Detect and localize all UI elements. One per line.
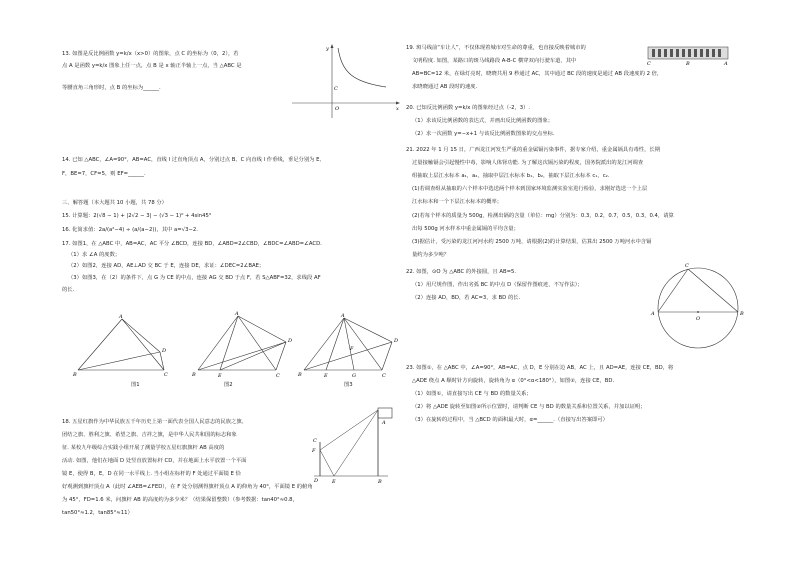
- svg-text:A: A: [651, 311, 655, 317]
- q17-line4: （3）如图3，在（2）的条件下，点 G 为 CE 的中点，连接 AG 交 BD 于点 F，若 S△ABF=32，求线段 AF: [68, 275, 321, 281]
- q17-figure-1: [72, 314, 182, 390]
- svg-text:C: C: [164, 372, 168, 378]
- svg-text:D: D: [162, 348, 167, 354]
- svg-text:D: D: [314, 478, 319, 484]
- q17-line2: （1）求 ∠A 的度数；: [68, 252, 121, 258]
- q22-circle-figure: [648, 262, 752, 352]
- q18-line7: 为 45°，FD=1.6 米，问旗杆 AB 的高度约为多少米？（结果保留整数）（参考数据：tan40°≈0.8，: [62, 497, 298, 503]
- q21-line4: (1)若调查组从抽取的六个样本中选送两个样本到国家环境监测实验室进行检验，求刚好选送一个上层: [412, 186, 648, 192]
- q21-line2: 过量接触镉会引起慢性中毒，影响人体肾功能. 为了解这次镉污染的程度，国务院派出的龙江河调查: [412, 160, 644, 166]
- q17-line3: （2）如图2，连接 AD，AE⊥AD 交 BC 于 E，连接 DE，求证：∠DEC=2∠BAE；: [68, 263, 265, 269]
- q20-line1: 20. 已知反比例函数 y=k/x 的图象经过点（-2，3）.: [406, 105, 531, 111]
- q21-line8: (3)据估计，受污染的龙江河河水约 2500 万吨，请根据(2)的计算结果，估算出 2500 万吨河水中含镉: [412, 239, 652, 245]
- q13-line1: 13. 如图是反比例函数 y=k/x（x>0）的图象，点 C 的坐标为（0，2），若: [62, 51, 239, 57]
- q23-line4: （2）将 △ADE 旋转至如图②所示位置时，请判断 CE 与 BD 的数量关系和位置关系，并加以证明；: [412, 404, 646, 410]
- fig2-caption: 图2: [224, 382, 233, 388]
- section-3-heading: 三、解答题（本大题共 10 小题，共 78 分）: [62, 200, 167, 206]
- q20-line3: （2）求一次函数 y=−x+1 与该反比例函数图象的交点坐标.: [412, 131, 555, 137]
- svg-text:O: O: [696, 316, 701, 322]
- q17-figure-2: [190, 310, 300, 390]
- q15: 15. 计算题：2(√8 − 1) + |2√2 − 3| − (√3 − 1)⁰ + 4sin45°: [62, 213, 212, 219]
- q18-line2: 团结之旗、胜利之旗、希望之旗、吉祥之旗，是中华人民共和国的标志和象: [62, 432, 237, 438]
- svg-text:C: C: [334, 86, 338, 92]
- svg-text:E: E: [218, 373, 222, 379]
- svg-text:B: B: [298, 372, 302, 378]
- q21-line1: 21. 2022 年 1 月 15 日，广西龙江河发生严重的重金属镉污染事件，据专家介绍，重金属镉具有毒性，长期: [406, 147, 660, 153]
- q19-crosswalk-figure: [646, 44, 732, 66]
- svg-text:A: A: [724, 61, 728, 66]
- q13-line3: 等腰直角三角形时，点 B 的坐标为______.: [62, 85, 161, 91]
- q19-line1: 19. 斑马线前“车让人”，不仅体现着城市对生命的尊重，也直接反映着城市的: [406, 45, 586, 51]
- svg-text:A: A: [341, 313, 345, 319]
- svg-text:O: O: [335, 106, 340, 112]
- svg-text:D: D: [288, 338, 293, 344]
- q23-line1: 23. 如图①，在 △ABC 中，∠A=90°，AB=AC，点 D，E 分别在边 AB，AC 上，且 AD=AE，连接 CE，BD，将: [406, 365, 674, 371]
- svg-text:F: F: [350, 346, 354, 352]
- svg-text:C: C: [647, 61, 651, 66]
- q23-line5: （3）在旋转的过程中，当 △BCD 的面积最大时，α=______.（直接写出答案即可）: [412, 417, 608, 423]
- svg-text:y: y: [326, 46, 329, 52]
- q23-line3: （1）如图①，请直接写出 CE 与 BD 的数量关系；: [412, 391, 532, 397]
- q17-line5: 的长.: [62, 287, 75, 293]
- q18-line3: 征. 某校九年级综合实践小组开展了测量学校五星红旗旗杆 AB 高度的: [62, 445, 225, 451]
- svg-text:A: A: [119, 314, 123, 320]
- q13-figure: [286, 42, 402, 122]
- svg-text:C: C: [382, 373, 386, 379]
- q14-line1: 14. 已知 △ABC，∠A=90°，AB=AC，直线 l 过直角顶点 A，分别过点 B、C 向直线 l 作垂线，垂足分别为 E、: [62, 157, 325, 163]
- q19-line3: AB=BC=12 米，在绿灯亮时，晓晓共用 9 秒通过 AC，其中通过 BC 段的速度是通过 AB 段速度的 2 倍，: [412, 71, 663, 77]
- q19-line2: 文明程度. 如图，某路口的斑马线路段 A-B-C 横穿双向行驶车道，其中: [412, 58, 577, 64]
- q14-line2: F，BE=7，CF=5，则 EF=______.: [62, 171, 146, 177]
- q18-line5: 镜 E，使得 B，E，D 在同一水平线上. 当小组在标杆的 F 处通过平面镜 E 恰: [62, 471, 241, 477]
- svg-text:C: C: [276, 373, 280, 379]
- svg-text:B: B: [686, 61, 690, 66]
- svg-text:E: E: [324, 373, 328, 379]
- q18-line1: 18. 五星红旗作为中华民族五千年历史上第一面代表全国人民意志的民族之旗、: [62, 419, 247, 425]
- q18-line8: tan50°≈1.2，tan85°≈11）: [62, 510, 133, 516]
- svg-text:A: A: [382, 420, 386, 426]
- q22-line1: 22. 如图，⊙O 为 △ABC 的外接圆，且 AB=5.: [406, 269, 517, 275]
- svg-text:F: F: [312, 448, 316, 454]
- svg-text:B: B: [73, 372, 77, 378]
- svg-text:x: x: [396, 106, 399, 112]
- svg-text:G: G: [352, 373, 356, 379]
- q23-line2: △ADE 绕点 A 顺时针方向旋转，旋转角为 α（0°<α<180°），如图②，连接 CE，BD.: [412, 378, 615, 384]
- q17-line1: 17. 如图1，在 △ABC 中，AB=AC，AC 平分 ∠BCD，连接 BD，∠ABD=2∠CBD，∠BDC=∠ABD=∠ACD.: [62, 241, 322, 247]
- svg-text:D: D: [394, 338, 399, 344]
- q21-line5: 江水标本和一个下层江水标本的概率；: [412, 199, 503, 205]
- fig3-caption: 图3: [344, 382, 353, 388]
- q18-line6: 好观测到旗杆顶点 A（此时 ∠AEB=∠FED），在 F 处分别测得旗杆顶点 A 的仰角为 40°，平面镜 E 的俯角: [62, 484, 313, 490]
- svg-text:B: B: [192, 372, 196, 378]
- fig1-caption: 图1: [131, 382, 140, 388]
- q19-line4: 求晓晓通过 AB 段时的速度.: [412, 84, 478, 90]
- q13-line2: 点 A 是函数 y=k/x 图象上任一点，点 B 是 x 轴正半轴上一点，当 △ABC 是: [62, 63, 242, 69]
- q18-flagpole-figure: [308, 402, 408, 486]
- q22-line3: （2）连接 AD，BD，若 AC=3，求 BD 的长.: [412, 295, 521, 301]
- left-column: [58, 0, 408, 562]
- svg-text:B: B: [378, 479, 382, 485]
- right-column: [402, 0, 762, 562]
- q20-line2: （1）求该反比例函数的表达式，并画出反比例函数的图象；: [412, 118, 554, 124]
- q18-line4: 活动. 如图，他们在地面 D 处竖直放置标杆 CD，并在地面上水平放置一个平面: [62, 458, 247, 464]
- q21-line7: 出每 500g 河水样本中重金属镉的平均含量；: [412, 226, 519, 232]
- q21-line9: 量约为多少吨？: [412, 252, 450, 258]
- q22-line2: （1）用尺规作图，作出劣弧 BC 的中点 D（保留作图痕迹，不写作法）；: [412, 282, 583, 288]
- svg-text:A: A: [235, 311, 239, 317]
- svg-text:C: C: [685, 263, 689, 269]
- svg-text:E: E: [332, 479, 336, 485]
- q17-figure-3: [296, 312, 406, 390]
- q21-line6: (2)若每个样本的质量为 500g，检测出镉的含量（单位：mg）分别为：0.3，0.2，0.7，0.5，0.3，0.4，请算: [412, 213, 674, 219]
- q16: 16. 化简求值：2a/(a²−4) ÷ (a/(a−2))，其中 a=√3−2.: [62, 227, 198, 233]
- svg-text:B: B: [740, 311, 744, 317]
- svg-text:C: C: [313, 438, 317, 444]
- q21-line3: 组抽取上层江水标本 a₁，a₂，抽取中层江水标本 b₁，b₂，抽取下层江水标本 c₁，c₂.: [412, 173, 610, 179]
